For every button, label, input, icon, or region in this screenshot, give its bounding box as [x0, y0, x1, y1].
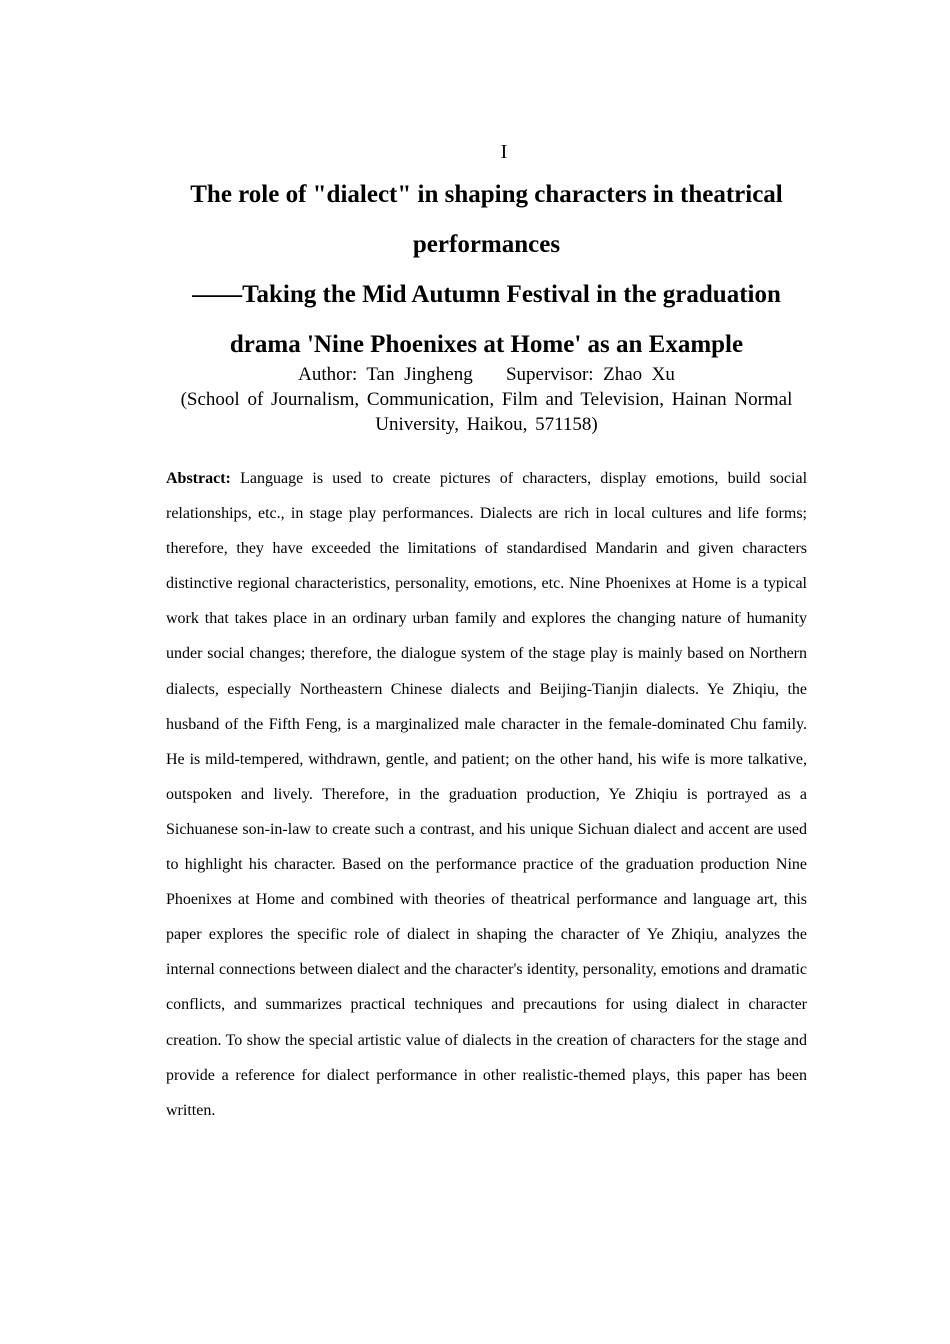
paper-title	[166, 170, 807, 370]
page-number: I	[500, 141, 508, 163]
affiliation: (School of Journalism, Communication, Film and Television, Hainan Normal University, Haikou, 571158)	[180, 389, 793, 435]
supervisor-name: Supervisor: Zhao Xu	[505, 364, 675, 385]
author-name: Author: Tan Jingheng	[298, 364, 473, 385]
abstract-label: Abstract:	[166, 470, 231, 487]
subtitle-line-1: ——Taking the Mid Autumn Festival in the graduation	[192, 281, 781, 308]
title-line-1: The role of "dialect" in shaping characters in theatrical	[190, 181, 783, 208]
title-line-2: performances	[412, 231, 561, 258]
abstract	[166, 461, 807, 1128]
byline	[166, 362, 807, 387]
subtitle-line-2: drama 'Nine Phoenixes at Home' as an Example	[229, 331, 744, 358]
abstract-text: Language is used to create pictures of characters, display emotions, build social relationships, etc., in stage play performances. Dialects are rich in local cultures and life forms; therefore, they have exceeded the limitations of standardised Mandarin and given characters distinctive regional characteristics, personality, emotions, etc. Nine Phoenixes at Home is a typical work that takes place in an ordinary urban family and explores the changing nature of humanity under social changes; therefore, the dialogue system of the stage play is mainly based on Northern dialects, especially Northeastern Chinese dialects and Beijing-Tianjin dialects. Ye Zhiqiu, the husband of the Fifth Feng, is a marginalized male character in the female-dominated Chu family. He is mild-tempered, withdrawn, gentle, and patient; on the other hand, his wife is more talkative, outspoken and lively. Therefore, in the graduation production, Ye Zhiqiu is portrayed as a Sichuanese son-in-law to create such a contrast, and his unique Sichuan dialect and accent are used to highlight his character. Based on the performance practice of the graduation production Nine Phoenixes at Home and combined with theories of theatrical performance and language art, this paper explores the specific role of dialect in shaping the character of Ye Zhiqiu, analyzes the internal connections between dialect and the character's identity, personality, emotions and dramatic conflicts, and summarizes practical techniques and precautions for using dialect in character creation. To show the special artistic value of dialects in the creation of characters for the stage and provide a reference for dialect performance in other realistic-themed plays, this paper has been written.	[166, 470, 808, 1119]
